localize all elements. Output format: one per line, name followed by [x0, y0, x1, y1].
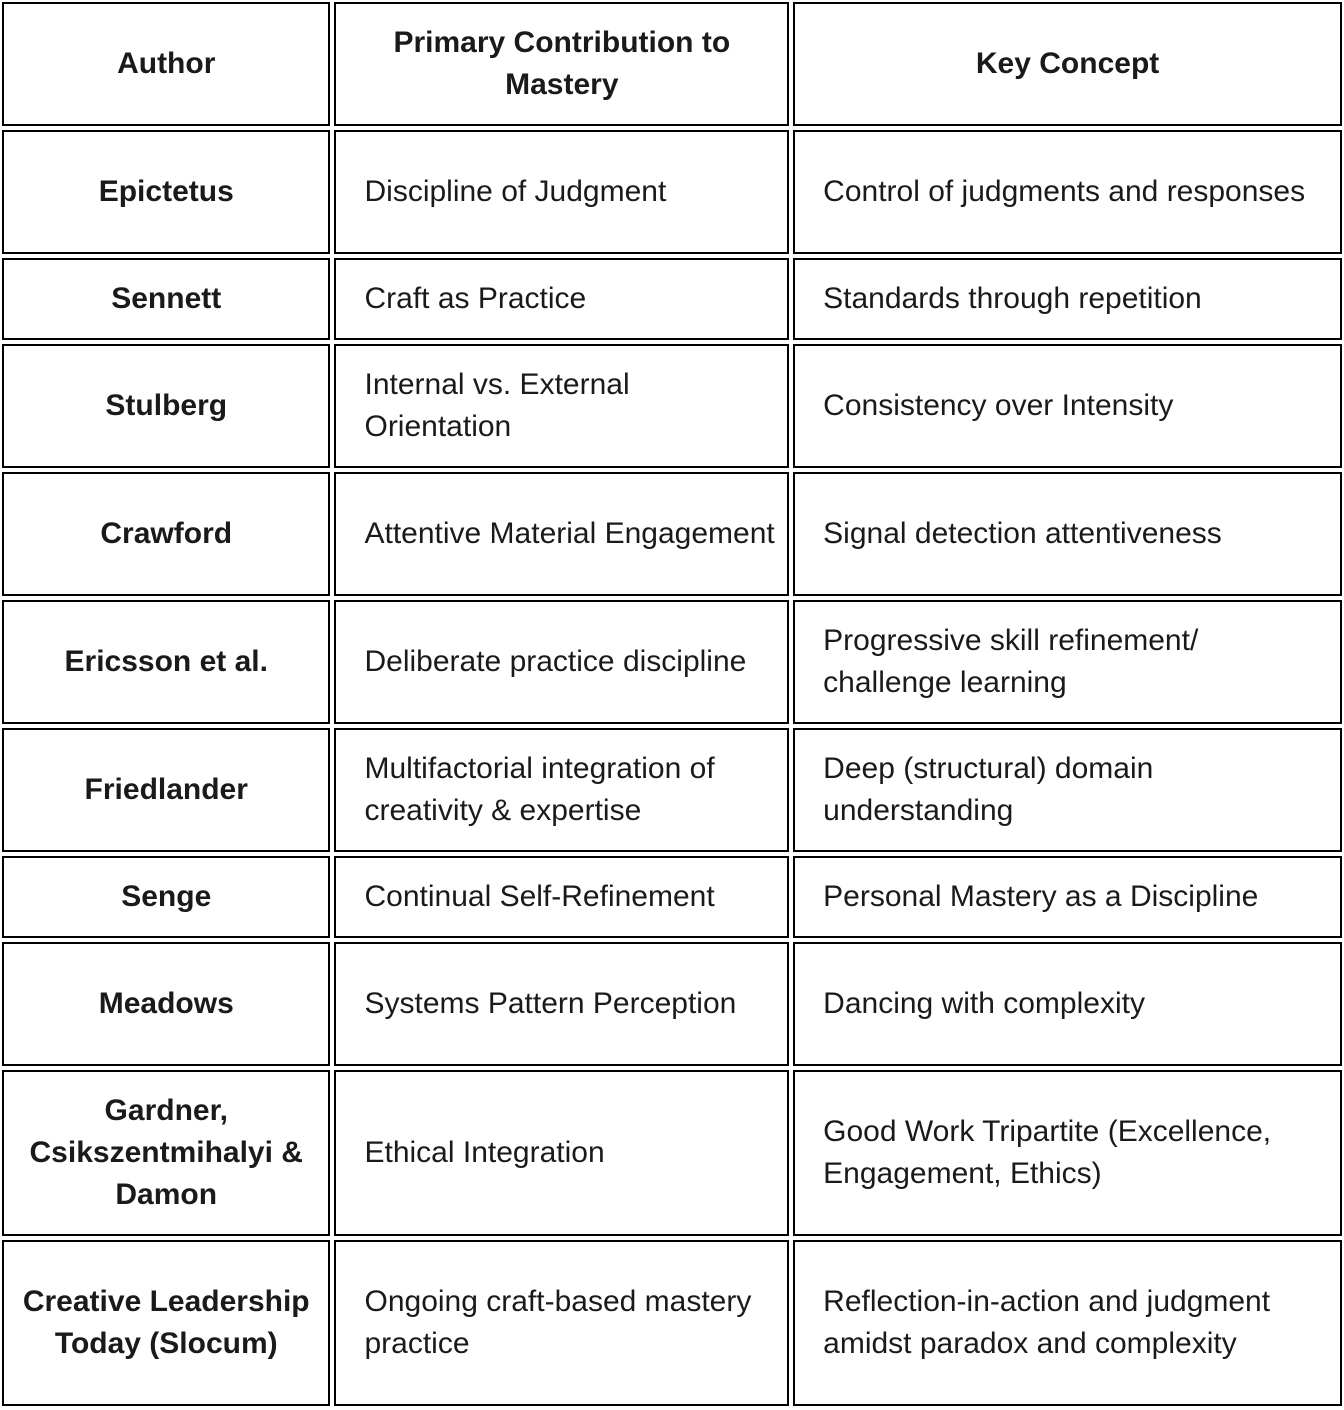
contribution-cell: Deliberate practice discipline [334, 600, 789, 724]
author-cell: Crawford [2, 472, 330, 596]
concept-cell: Progressive skill refinement/ challenge learning [793, 600, 1342, 724]
contribution-cell: Internal vs. External Orientation [334, 344, 789, 468]
contribution-cell: Ongoing craft-based mastery practice [334, 1240, 789, 1406]
table-row [2, 130, 1342, 254]
author-cell: Creative Leadership Today (Slocum) [2, 1240, 330, 1406]
author-cell: Stulberg [2, 344, 330, 468]
column-header-concept: Key Concept [793, 2, 1342, 126]
table-row [2, 1240, 1342, 1406]
table-row [2, 472, 1342, 596]
contribution-cell: Continual Self-Refinement [334, 856, 789, 938]
author-cell: Ericsson et al. [2, 600, 330, 724]
author-cell: Sennett [2, 258, 330, 340]
contribution-cell: Ethical Integration [334, 1070, 789, 1236]
concept-cell: Control of judgments and responses [793, 130, 1342, 254]
table-row [2, 258, 1342, 340]
concept-cell: Standards through repetition [793, 258, 1342, 340]
author-cell: Epictetus [2, 130, 330, 254]
column-header-author: Author [2, 2, 330, 126]
concept-cell: Signal detection attentiveness [793, 472, 1342, 596]
author-cell: Senge [2, 856, 330, 938]
concept-cell: Dancing with complexity [793, 942, 1342, 1066]
author-cell: Meadows [2, 942, 330, 1066]
concept-cell: Consistency over Intensity [793, 344, 1342, 468]
contribution-cell: Multifactorial integration of creativity & expertise [334, 728, 789, 852]
table-row [2, 942, 1342, 1066]
concept-cell: Personal Mastery as a Discipline [793, 856, 1342, 938]
contribution-cell: Discipline of Judgment [334, 130, 789, 254]
author-cell: Friedlander [2, 728, 330, 852]
contribution-cell: Attentive Material Engagement [334, 472, 789, 596]
concept-cell: Reflection-in-action and judgment amidst paradox and complexity [793, 1240, 1342, 1406]
table-row [2, 344, 1342, 468]
concept-cell: Deep (structural) domain understanding [793, 728, 1342, 852]
table-row [2, 600, 1342, 724]
column-header-contribution: Primary Contribution to Mastery [334, 2, 789, 126]
header-row [2, 2, 1342, 126]
table-row [2, 1070, 1342, 1236]
table-row [2, 728, 1342, 852]
contribution-cell: Craft as Practice [334, 258, 789, 340]
contribution-cell: Systems Pattern Perception [334, 942, 789, 1066]
table-row [2, 856, 1342, 938]
author-cell: Gardner, Csikszentmihalyi & Damon [2, 1070, 330, 1236]
concept-cell: Good Work Tripartite (Excellence, Engagement, Ethics) [793, 1070, 1342, 1236]
